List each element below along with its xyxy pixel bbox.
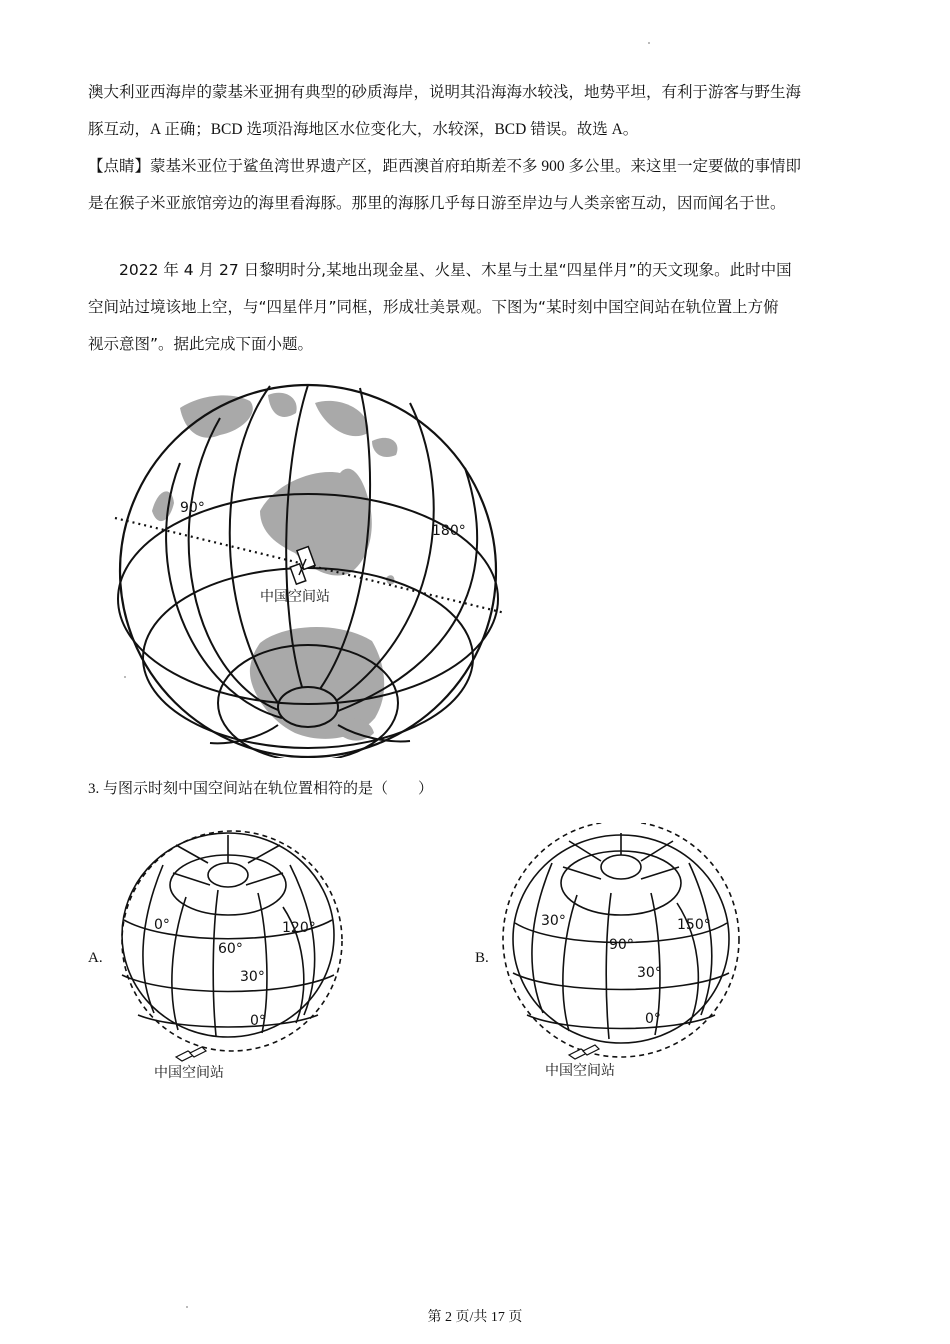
- a-lon-mid: 60°: [218, 941, 243, 957]
- page-footer: 第 2 页/共 17 页: [427, 1310, 523, 1325]
- a-lat-30: 30°: [240, 969, 265, 985]
- b-lat-30: 30°: [637, 965, 662, 981]
- option-a-globe[interactable]: [108, 825, 353, 1085]
- dianjing-line-2: 是在猴子米亚旅馆旁边的海里看海豚。那里的海豚几乎每日游至岸边与人类亲密互动，因而闻名于世。: [88, 195, 786, 212]
- land-masses: [152, 393, 397, 741]
- station-label: 中国空间站: [260, 589, 330, 605]
- space-station-icon: [176, 1047, 206, 1061]
- a-lon-right: 120°: [282, 920, 316, 936]
- dianjing-text-1: 蒙基米亚位于鲨鱼湾世界遗产区，距西澳首府珀斯差不多 900 多公里。来这里一定要做的事情即: [150, 158, 802, 175]
- dianjing-label: 【点睛】: [88, 158, 151, 175]
- scan-speck: [648, 42, 650, 44]
- analysis-line-2: 豚互动，A 正确；BCD 选项沿海地区水位变化大，水较深，BCD 错误。故选 A。: [88, 121, 639, 138]
- b-lon-right: 150°: [677, 917, 711, 933]
- a-lon-left: 0°: [154, 917, 170, 933]
- option-b-globe[interactable]: [497, 823, 747, 1085]
- material-line-1: 2022 年 4 月 27 日黎明时分,某地出现金星、火星、木星与土星“四星伴月”的天文现象。此时中国: [119, 261, 792, 279]
- dianjing-line-1: [88, 148, 863, 185]
- b-lat-0: 0°: [645, 1011, 661, 1027]
- scan-speck: [124, 676, 126, 678]
- material-line-2: 空间站过境该地上空，与“四星伴月”同框，形成壮美景观。下图为“某时刻中国空间站在轨位置上方俯: [88, 298, 779, 316]
- question-3: 3. 与图示时刻中国空间站在轨位置相符的是（ ）: [88, 781, 434, 797]
- analysis-line-1: 澳大利亚西海岸的蒙基米亚拥有典型的砂质海岸，说明其沿海海水较浅，地势平坦，有利于游客与野生海: [88, 84, 802, 101]
- a-station-label: 中国空间站: [154, 1065, 224, 1081]
- b-lon-mid: 90°: [609, 937, 634, 953]
- label-90-degrees: 90°: [180, 500, 205, 516]
- b-station-label: 中国空间站: [545, 1063, 615, 1079]
- option-b-letter[interactable]: B.: [475, 950, 489, 966]
- option-a-letter[interactable]: A.: [88, 950, 103, 966]
- main-globe-figure: [110, 373, 510, 758]
- b-lon-left: 30°: [541, 913, 566, 929]
- label-180-degrees: 180°: [432, 523, 466, 539]
- material-line-3: 视示意图”。据此完成下面小题。: [88, 335, 314, 353]
- a-lat-0: 0°: [250, 1013, 266, 1029]
